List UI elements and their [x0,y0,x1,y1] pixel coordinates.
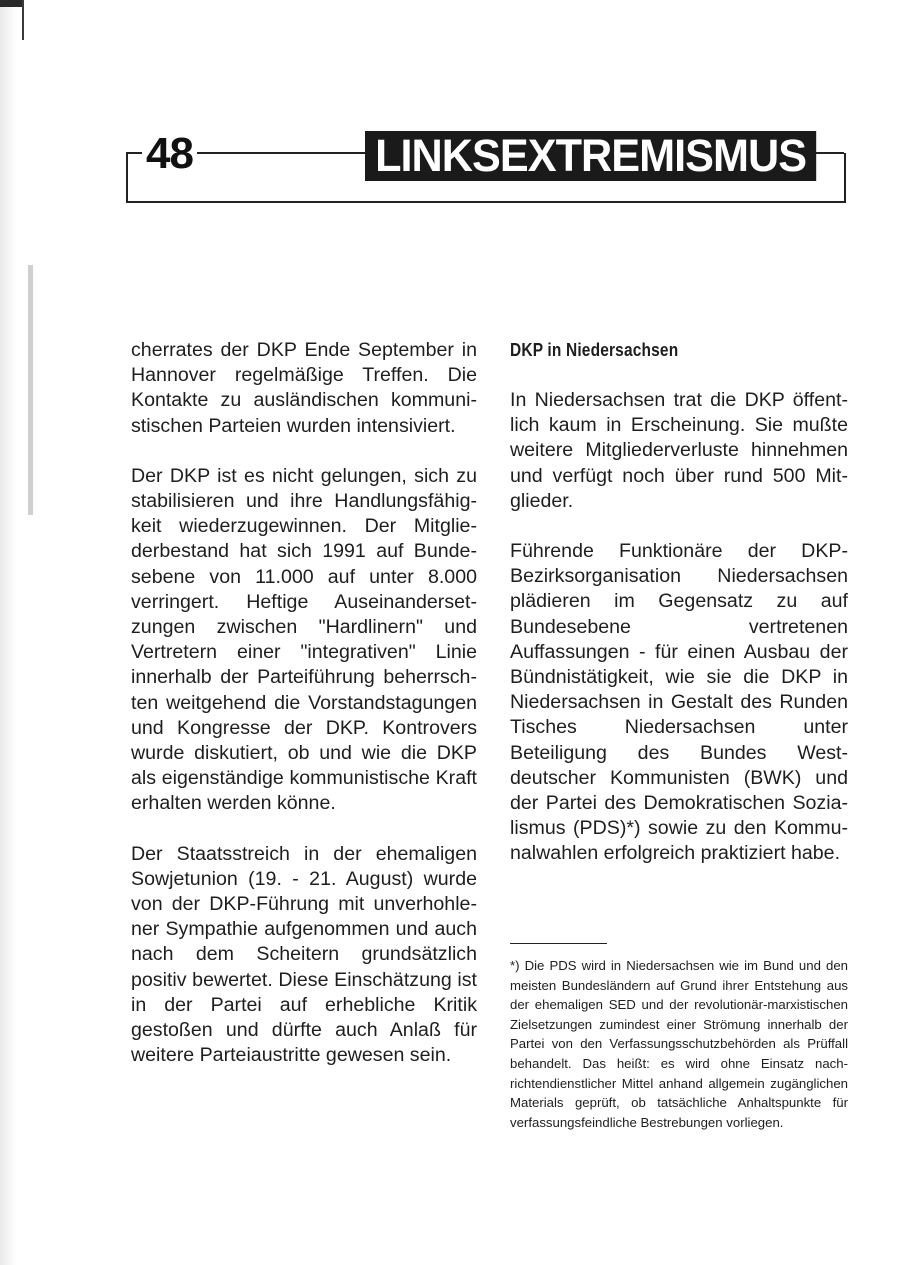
section-heading: DKP in Niedersachsen [510,340,679,360]
scan-mark [0,0,24,7]
scan-edge [0,0,16,1265]
body-paragraph: Führende Funktionäre der DKP-Bezirksorganisation Niedersachsen plädieren im Gegensatz zu auf Bundesebene vertretenen Auffassungen - für einen Ausbau der Bündnistätigkeit, wie sie die DKP in Niedersachsen in Gestalt des Runden Tisches Niedersachsen unter Beteiligung des Bundes Westdeutscher Kommunisten (BWK) und der Partei des Demokratischen Sozialismus (PDS)*) sowie zu den Kommunalwahlen erfolgreich praktiziert habe. [510,540,848,865]
scan-mark-line [22,0,24,40]
section-title: LINKSEXTREMISMUS [365,131,816,181]
scan-shadow-strip [28,265,33,515]
page-number: 48 [142,131,197,177]
body-paragraph: Der Staatsstreich in der ehemaligen Sowjetunion (19. - 21. August) wurde von der DKP-Führung mit unverhohlener Sympathie aufgenommen und auch nach dem Scheitern grundsätzlich positiv bewertet. Diese Einschätzung ist in der Partei auf erhebliche Kritik gestoßen und dürfte auch Anlaß für weitere Parteiaustritte gewesen sein. [131,842,477,1067]
left-column [131,338,477,1093]
page-header [126,131,844,203]
body-paragraph: In Niedersachsen trat die DKP öffentlich kaum in Erscheinung. Sie mußte weitere Mitgliederverluste hinnehmen und verfügt noch über rund 500 Mitglieder. [510,389,848,512]
right-column [510,338,848,892]
body-paragraph: cherrates der DKP Ende September in Hannover regelmäßige Treffen. Die Kontakte zu ausländischen kommunistischen Parteien wurden intensiviert. [131,339,477,437]
footnote: *) Die PDS wird in Niedersachsen wie im Bund und den meisten Bundesländern auf Grund ihrer Entstehung aus der ehemaligen SED und der revolutionär-marxistischen Zielsetzungen zumindest einer Strömung innerhalb der Partei von den Verfassungsschutzbehörden als Prüffall behandelt. Das heißt: es wird ohne Einsatz nachrichtendienstlicher Mittel anhand allgemein zugänglichen Materials geprüft, ob tatsächliche Anhaltspunkte für verfassungsfeindliche Bestrebungen vorliegen. [510,958,848,1130]
body-paragraph: Der DKP ist es nicht gelungen, sich zu stabilisieren und ihre Handlungsfähigkeit wiederzugewinnen. Der Mitgliederbestand hat sich 1991 auf Bundesebene von 11.000 auf unter 8.000 verringert. Heftige Auseinandersetzungen zwischen "Hardlinern" und Vertretern einer "integrativen" Linie innerhalb der Parteiführung beherrschten weitgehend die Vorstandstagungen und Kongresse der DKP. Kontrovers wurde diskutiert, ob und wie die DKP als eigenständige kommunistische Kraft erhalten werden könne. [131,464,477,815]
footnote-rule [510,943,607,944]
